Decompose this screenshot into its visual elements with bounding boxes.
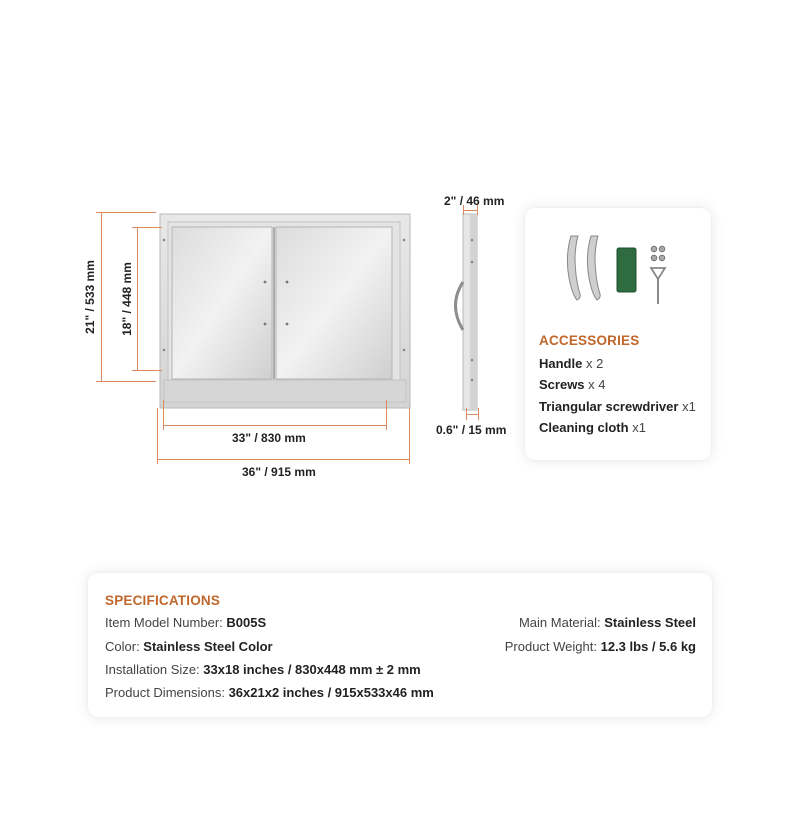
inner-width-label: 33" / 830 mm	[232, 431, 306, 445]
spec-label: Product Weight:	[504, 639, 601, 654]
spec-value: 12.3 lbs / 5.6 kg	[600, 639, 696, 654]
outer-width-label: 36" / 915 mm	[242, 465, 316, 479]
left-door-panel	[172, 227, 272, 379]
screws-icon	[651, 246, 665, 261]
accessory-item	[539, 377, 606, 392]
handle-icon	[567, 236, 600, 300]
spec-label: Product Dimensions:	[105, 685, 229, 700]
accessory-qty: x 2	[585, 356, 604, 371]
specifications-card	[88, 573, 712, 717]
right-door-panel	[276, 227, 392, 379]
spec-label: Color:	[105, 639, 144, 654]
cleaning-cloth-icon	[617, 248, 636, 292]
accessory-name: Cleaning cloth	[539, 420, 629, 435]
spec-value: 36x21x2 inches / 915x533x46 mm	[228, 685, 434, 700]
spec-row	[105, 662, 421, 677]
inner-height-label: 18" / 448 mm	[120, 262, 134, 336]
accessory-item	[539, 420, 646, 435]
accessory-qty: x1	[632, 420, 646, 435]
accessory-name: Triangular screwdriver	[539, 399, 679, 414]
accessories-title: ACCESSORIES	[539, 333, 640, 348]
spec-row	[505, 639, 696, 654]
spec-value: 33x18 inches / 830x448 mm ± 2 mm	[203, 662, 421, 677]
outer-width-line	[157, 459, 409, 460]
spec-row	[105, 685, 434, 700]
spec-row	[105, 639, 273, 654]
accessories-illustration	[525, 208, 711, 318]
spec-value: Stainless Steel	[604, 615, 696, 630]
depth-line	[463, 210, 477, 211]
spec-row	[105, 615, 266, 630]
accessory-name: Handle	[539, 356, 583, 371]
accessories-card	[525, 208, 711, 460]
spec-label: Main Material:	[518, 615, 605, 630]
spec-label: Item Model Number:	[105, 615, 227, 630]
accessory-name: Screws	[539, 377, 585, 392]
accessory-qty: x 4	[588, 377, 606, 392]
spec-row	[519, 615, 696, 630]
depth-label: 2" / 46 mm	[444, 194, 505, 208]
screwdriver-icon	[651, 268, 665, 304]
spec-value: B005S	[226, 615, 267, 630]
spec-value: Stainless Steel Color	[143, 639, 273, 654]
accessory-item	[539, 356, 603, 371]
thickness-label: 0.6" / 15 mm	[436, 423, 507, 437]
door-side-view	[456, 214, 478, 410]
outer-height-line	[101, 212, 102, 382]
accessory-item	[539, 399, 696, 414]
thickness-line	[466, 414, 478, 415]
inner-height-line	[137, 227, 138, 370]
specifications-title: SPECIFICATIONS	[105, 593, 221, 608]
accessory-qty: x1	[682, 399, 696, 414]
spec-label: Installation Size:	[105, 662, 204, 677]
outer-height-label: 21" / 533 mm	[83, 260, 97, 334]
inner-width-line	[163, 425, 386, 426]
